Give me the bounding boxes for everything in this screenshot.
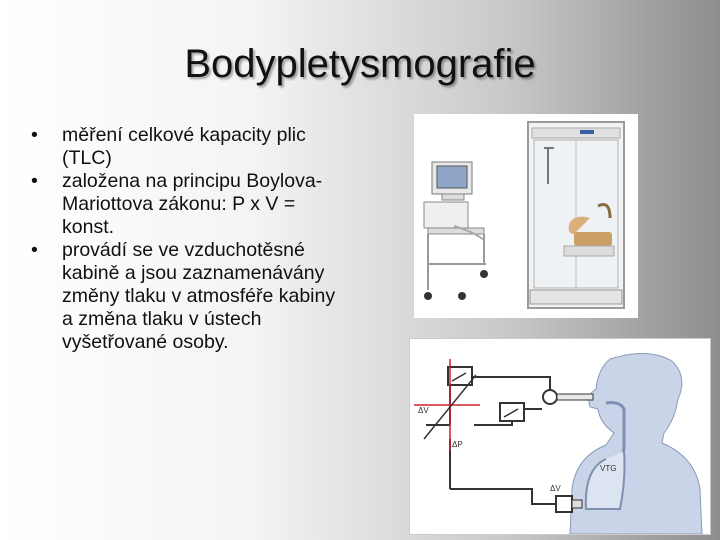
mouthpiece-icon xyxy=(543,390,557,404)
bullet-text: provádí se ve vzduchotěsné kabině a jsou zaznamenávány změny tlaku v atmosféře kabiny a změna tlaku v ústech vyšetřované osoby. xyxy=(62,239,336,353)
connection-lines xyxy=(426,377,556,504)
bullet-text: založena na principu Boylova-Mariottova zákonu: P x V = konst. xyxy=(62,170,323,238)
label-vtg: VTG xyxy=(600,464,617,473)
bullet-item xyxy=(28,239,338,354)
plethysmography-diagram xyxy=(409,338,711,535)
label-delta-p: ΔP xyxy=(452,440,463,449)
plethysmograph-photo xyxy=(414,114,638,318)
bullet-dot: • xyxy=(31,124,38,146)
bullet-dot: • xyxy=(31,239,38,261)
bullet-item xyxy=(28,170,338,239)
slide-title: Bodypletysmografie xyxy=(184,42,536,86)
volume-pump-icon xyxy=(556,496,572,512)
bullet-dot: • xyxy=(31,170,38,192)
label-delta-v-left: ΔV xyxy=(418,406,429,415)
diagram-svg xyxy=(410,339,710,534)
label-delta-v-bottom: ΔV xyxy=(550,484,561,493)
bullet-text: měření celkové kapacity plic (TLC) xyxy=(62,124,306,169)
cabin-image xyxy=(528,122,624,308)
bullet-list xyxy=(28,124,338,354)
bullet-item xyxy=(28,124,338,170)
